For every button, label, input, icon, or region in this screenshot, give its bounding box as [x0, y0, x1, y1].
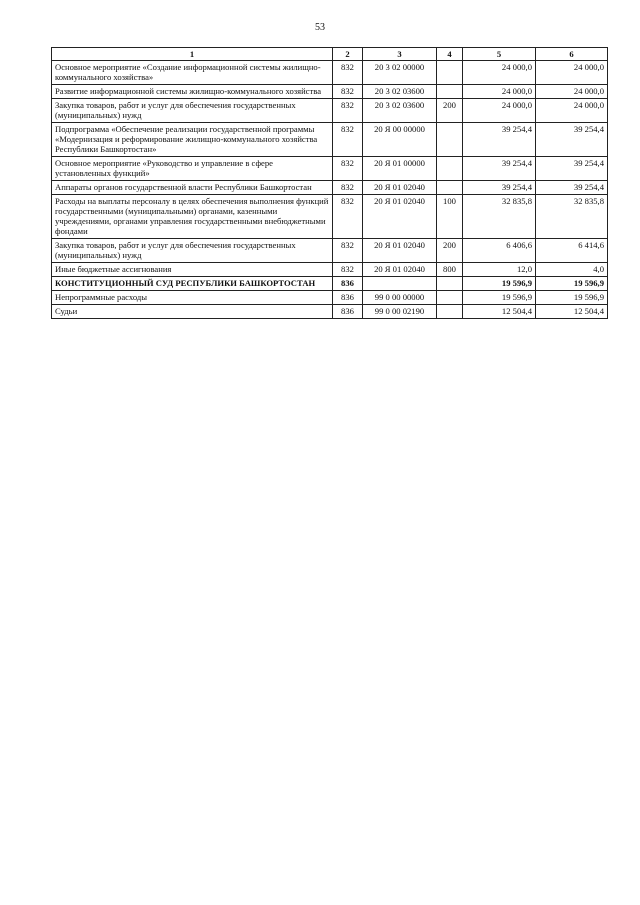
column-header-4: 4 [437, 48, 463, 61]
amount-year-1-cell: 19 596,9 [463, 291, 536, 305]
expense-type-cell [437, 277, 463, 291]
target-article-cell: 20 Я 01 02040 [363, 239, 437, 263]
ministry-code-cell: 832 [333, 263, 363, 277]
row-name-cell: Аппараты органов государственной власти Республики Башкортостан [52, 181, 333, 195]
column-header-6: 6 [536, 48, 608, 61]
ministry-code-cell: 832 [333, 61, 363, 85]
expense-type-cell [437, 61, 463, 85]
ministry-code-cell: 832 [333, 195, 363, 239]
target-article-cell: 20 3 02 03600 [363, 85, 437, 99]
target-article-cell [363, 277, 437, 291]
table-row [52, 181, 608, 195]
expense-type-cell [437, 181, 463, 195]
target-article-cell: 99 0 00 00000 [363, 291, 437, 305]
amount-year-2-cell: 24 000,0 [536, 61, 608, 85]
amount-year-1-cell: 12 504,4 [463, 305, 536, 319]
row-name-cell: Иные бюджетные ассигнования [52, 263, 333, 277]
ministry-code-cell: 832 [333, 85, 363, 99]
amount-year-2-cell: 39 254,4 [536, 157, 608, 181]
page-number: 53 [315, 22, 325, 33]
amount-year-2-cell: 12 504,4 [536, 305, 608, 319]
table-row [52, 61, 608, 85]
table-row [52, 263, 608, 277]
table-row [52, 291, 608, 305]
column-header-3: 3 [363, 48, 437, 61]
table-row [52, 195, 608, 239]
target-article-cell: 20 Я 01 02040 [363, 195, 437, 239]
target-article-cell: 20 Я 01 02040 [363, 181, 437, 195]
table-row [52, 85, 608, 99]
row-name-cell: Расходы на выплаты персоналу в целях обеспечения выполнения функций государственными (муниципальными) органами, казенными учреждениями, органами управления государственными внебюджетными фондами [52, 195, 333, 239]
target-article-cell: 20 Я 01 00000 [363, 157, 437, 181]
amount-year-2-cell: 19 596,9 [536, 277, 608, 291]
amount-year-1-cell: 39 254,4 [463, 123, 536, 157]
amount-year-2-cell: 24 000,0 [536, 85, 608, 99]
row-name-cell: КОНСТИТУЦИОННЫЙ СУД РЕСПУБЛИКИ БАШКОРТОСТАН [52, 277, 333, 291]
target-article-cell: 20 Я 01 02040 [363, 263, 437, 277]
expense-type-cell [437, 85, 463, 99]
amount-year-2-cell: 4,0 [536, 263, 608, 277]
ministry-code-cell: 832 [333, 239, 363, 263]
column-header-2: 2 [333, 48, 363, 61]
ministry-code-cell: 832 [333, 157, 363, 181]
expense-type-cell: 200 [437, 239, 463, 263]
column-header-5: 5 [463, 48, 536, 61]
expense-type-cell [437, 123, 463, 157]
row-name-cell: Судьи [52, 305, 333, 319]
ministry-code-cell: 832 [333, 123, 363, 157]
budget-table [51, 47, 608, 319]
target-article-cell: 99 0 00 02190 [363, 305, 437, 319]
expense-type-cell [437, 157, 463, 181]
table-body [52, 61, 608, 319]
amount-year-2-cell: 39 254,4 [536, 123, 608, 157]
row-name-cell: Основное мероприятие «Создание информационной системы жилищно-коммунального хозяйства» [52, 61, 333, 85]
ministry-code-cell: 832 [333, 99, 363, 123]
ministry-code-cell: 836 [333, 291, 363, 305]
expense-type-cell: 800 [437, 263, 463, 277]
amount-year-1-cell: 32 835,8 [463, 195, 536, 239]
amount-year-2-cell: 19 596,9 [536, 291, 608, 305]
row-name-cell: Непрограммные расходы [52, 291, 333, 305]
amount-year-1-cell: 19 596,9 [463, 277, 536, 291]
amount-year-1-cell: 39 254,4 [463, 157, 536, 181]
amount-year-1-cell: 24 000,0 [463, 99, 536, 123]
row-name-cell: Развитие информационной системы жилищно-коммунального хозяйства [52, 85, 333, 99]
amount-year-1-cell: 6 406,6 [463, 239, 536, 263]
amount-year-1-cell: 12,0 [463, 263, 536, 277]
amount-year-2-cell: 24 000,0 [536, 99, 608, 123]
ministry-code-cell: 836 [333, 277, 363, 291]
table-row [52, 239, 608, 263]
expense-type-cell [437, 291, 463, 305]
table-row [52, 99, 608, 123]
amount-year-2-cell: 39 254,4 [536, 181, 608, 195]
amount-year-2-cell: 6 414,6 [536, 239, 608, 263]
target-article-cell: 20 Я 00 00000 [363, 123, 437, 157]
expense-type-cell: 200 [437, 99, 463, 123]
amount-year-1-cell: 39 254,4 [463, 181, 536, 195]
row-name-cell: Закупка товаров, работ и услуг для обеспечения государственных (муниципальных) нужд [52, 99, 333, 123]
row-name-cell: Подпрограмма «Обеспечение реализации государственной программы «Модернизация и реформирование жилищно-коммунального хозяйства Республики Башкортостан» [52, 123, 333, 157]
table-row [52, 305, 608, 319]
amount-year-1-cell: 24 000,0 [463, 85, 536, 99]
amount-year-2-cell: 32 835,8 [536, 195, 608, 239]
column-header-1: 1 [52, 48, 333, 61]
table-row [52, 123, 608, 157]
target-article-cell: 20 3 02 00000 [363, 61, 437, 85]
target-article-cell: 20 3 02 03600 [363, 99, 437, 123]
expense-type-cell [437, 305, 463, 319]
ministry-code-cell: 832 [333, 181, 363, 195]
ministry-code-cell: 836 [333, 305, 363, 319]
expense-type-cell: 100 [437, 195, 463, 239]
table-header [52, 48, 608, 61]
table-row [52, 277, 608, 291]
table-row [52, 157, 608, 181]
row-name-cell: Закупка товаров, работ и услуг для обеспечения государственных (муниципальных) нужд [52, 239, 333, 263]
row-name-cell: Основное мероприятие «Руководство и управление в сфере установленных функций» [52, 157, 333, 181]
amount-year-1-cell: 24 000,0 [463, 61, 536, 85]
